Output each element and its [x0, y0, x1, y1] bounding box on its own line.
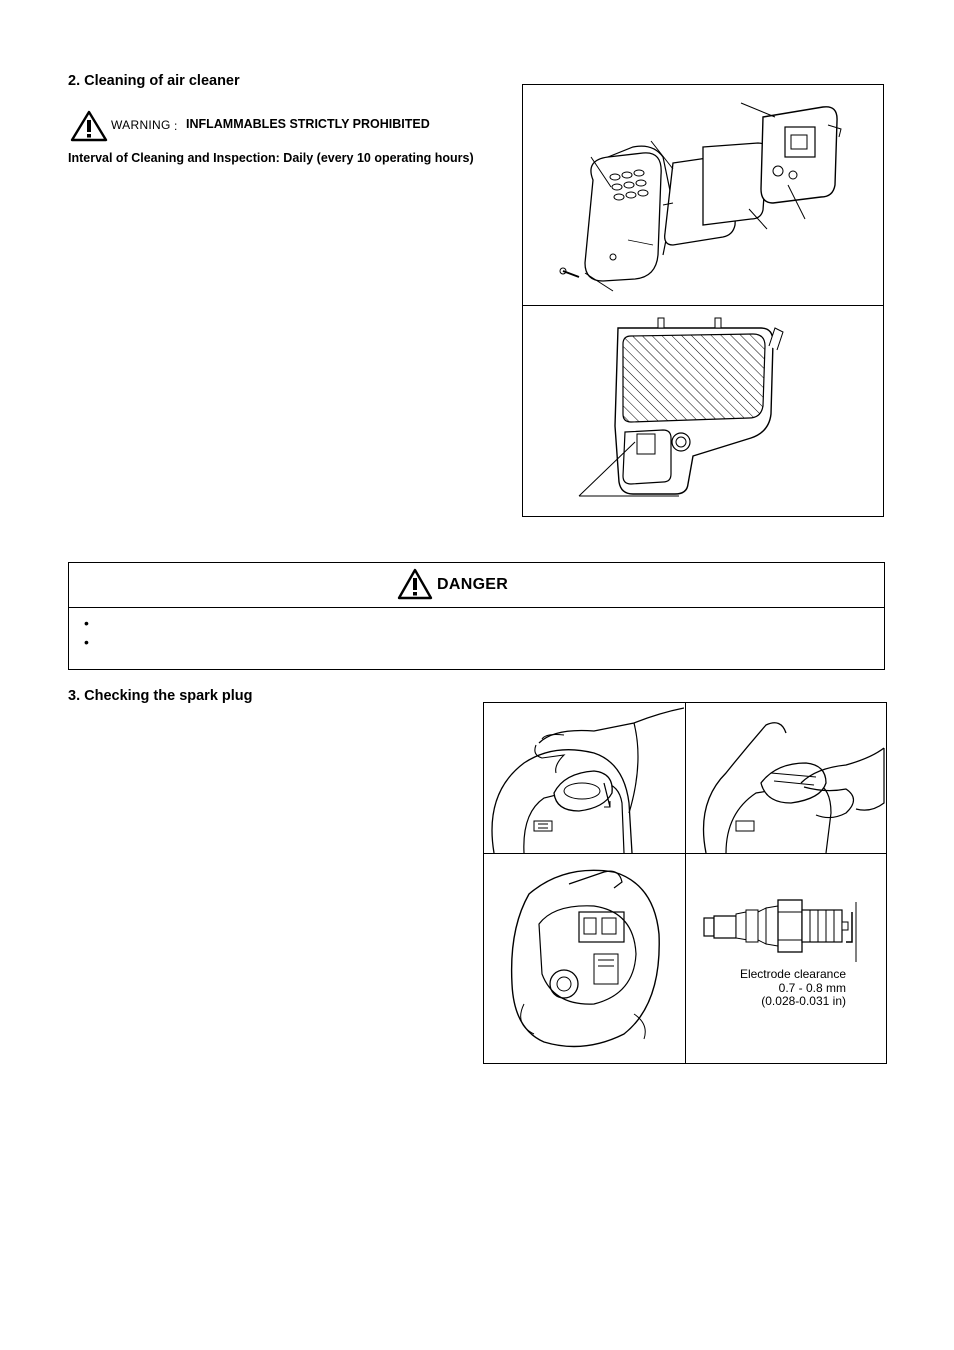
cleaning-interval: Interval of Cleaning and Inspection: Daily (every 10 operating hours) [68, 151, 474, 165]
pull-plug-cap-illustration [686, 703, 886, 853]
air-cleaner-exploded-figure [522, 84, 884, 306]
warning-label: WARNING [111, 118, 171, 132]
electrode-clearance-in: (0.028-0.031 in) [761, 994, 846, 1008]
warning-triangle-icon [70, 110, 108, 142]
section-3-heading: 3. Checking the spark plug [68, 688, 253, 704]
danger-box [68, 562, 885, 670]
remove-cover-illustration [484, 703, 684, 853]
warning-text: INFLAMMABLES STRICTLY PROHIBITED [186, 117, 430, 131]
section-2-heading: 2. Cleaning of air cleaner [68, 73, 240, 89]
electrode-clearance-label: Electrode clearance [739, 967, 846, 981]
electrode-clearance-mm: 0.7 - 0.8 mm [778, 981, 846, 995]
danger-bullet-1: • [84, 615, 89, 631]
danger-triangle-icon [397, 568, 433, 600]
danger-bullet-2: • [84, 634, 89, 650]
danger-header [69, 563, 884, 608]
spark-plug-figure-grid [483, 702, 887, 1064]
spark-plug-gap-illustration [686, 854, 886, 1063]
air-filter-hatched-figure [522, 305, 884, 517]
warning-separator: : [174, 119, 178, 133]
danger-title: DANGER [437, 576, 509, 593]
engine-top-view-illustration [484, 854, 684, 1063]
